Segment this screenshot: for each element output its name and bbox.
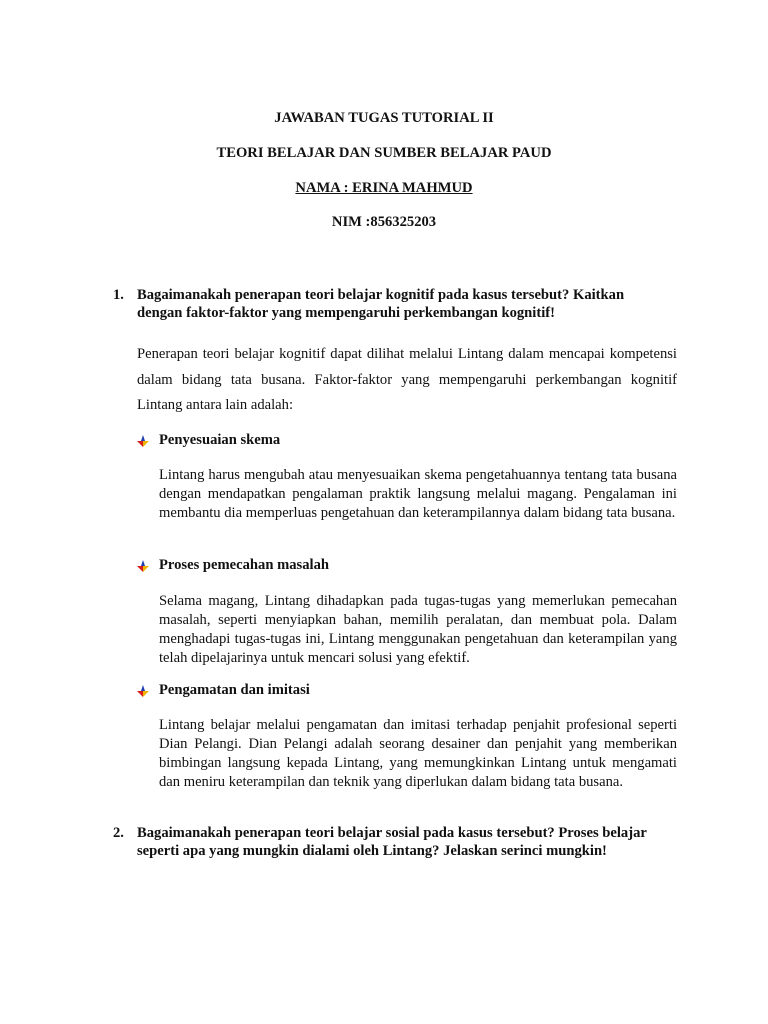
answer-intro: Penerapan teori belajar kognitif dapat dilihat melalui Lintang dalam mencapai kompetensi dalam bidang tata busana. Faktor-faktor yang mempengaruhi perkembangan kognitif Lintang antara lain adalah: bbox=[137, 346, 677, 413]
bullet-title: Proses pemecahan masalah bbox=[159, 557, 329, 573]
question-number: 2. bbox=[113, 825, 124, 841]
question-text: Bagaimanakah penerapan teori belajar kognitif pada kasus tersebut? Kaitkan dengan faktor-faktor yang mempengaruhi perkembangan kognitif! bbox=[137, 287, 625, 321]
question-text: Bagaimanakah penerapan teori belajar sosial pada kasus tersebut? Proses belajar seperti apa yang mungkin dialami oleh Lintang? Jelaskan serinci mungkin! bbox=[137, 825, 647, 859]
arrow-bullet-icon bbox=[137, 435, 149, 447]
bullet-point bbox=[137, 432, 280, 449]
arrow-bullet-icon bbox=[137, 685, 149, 697]
question-2 bbox=[113, 824, 673, 860]
bullet-title: Penyesuaian skema bbox=[159, 432, 281, 448]
student-name: NAMA : ERINA MAHMUD bbox=[295, 180, 473, 196]
question-1 bbox=[113, 286, 673, 322]
bullet-body: Lintang harus mengubah atau menyesuaikan skema pengetahuannya tentang tata busana dengan mendapatkan pengalaman praktik langsung melalui magang. Pengalaman ini membantu dia memperluas pengetahuan dan keterampilannya dalam bidang tata busana. bbox=[159, 467, 677, 521]
title-line-2: TEORI BELAJAR DAN SUMBER BELAJAR PAUD bbox=[216, 145, 552, 161]
bullet-point bbox=[137, 682, 310, 699]
title-line-1: JAWABAN TUGAS TUTORIAL II bbox=[274, 110, 494, 126]
student-nim: NIM :856325203 bbox=[331, 214, 437, 230]
bullet-title: Pengamatan dan imitasi bbox=[159, 682, 310, 698]
question-number: 1. bbox=[113, 287, 124, 303]
bullet-point bbox=[137, 557, 329, 574]
arrow-bullet-icon bbox=[137, 560, 149, 572]
bullet-body: Lintang belajar melalui pengamatan dan imitasi terhadap penjahit profesional seperti Dian Pelangi. Dian Pelangi adalah seorang desainer dan penjahit yang memberikan bimbingan langsung kepada Lintang, yang memungkinkan Lintang untuk mengamati dan meniru keterampilan dan teknik yang diperlukan dalam bidang tata busana. bbox=[159, 717, 677, 790]
bullet-body: Selama magang, Lintang dihadapkan pada tugas-tugas yang memerlukan pemecahan masalah, seperti menyiapkan bahan, memilih peralatan, dan membuat pola. Dalam menghadapi tugas-tugas ini, Lintang menggunakan pengetahuan dan keterampilan yang telah dipelajarinya untuk mencari solusi yang efektif. bbox=[159, 593, 677, 666]
